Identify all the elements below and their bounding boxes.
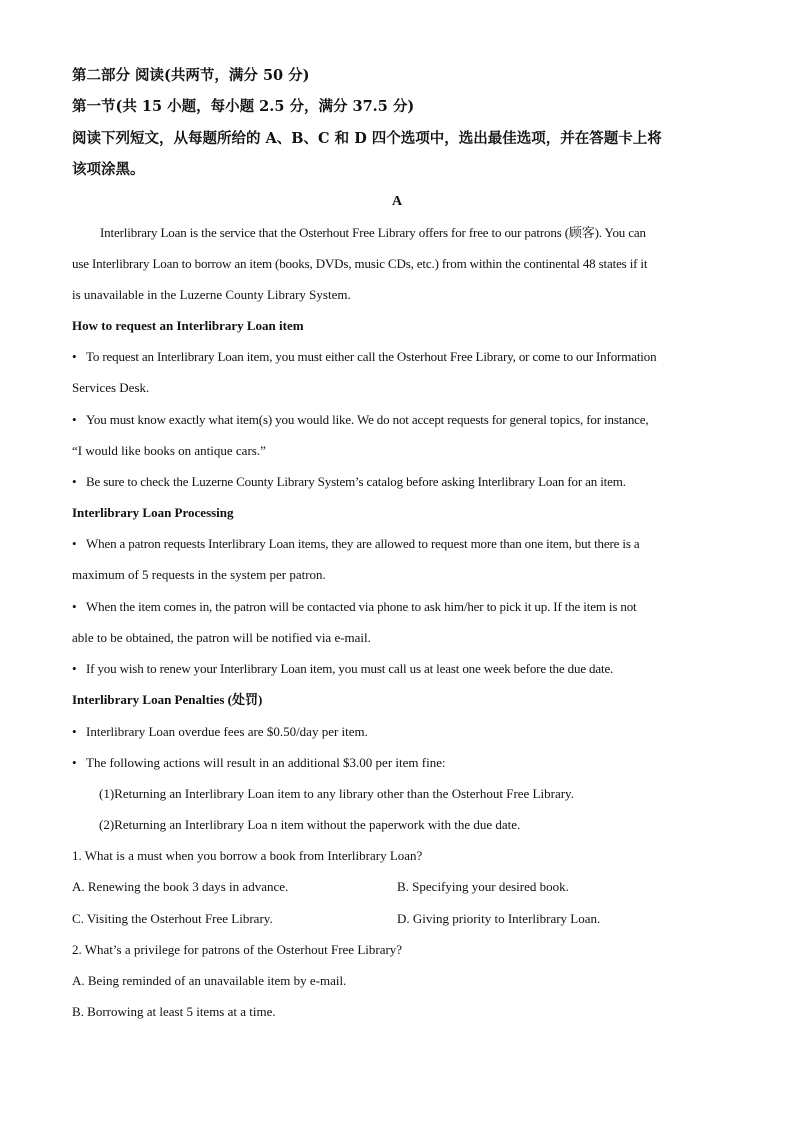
bullet-continuation: “I would like books on antique cars.” (72, 443, 266, 458)
bullet-item (72, 412, 732, 428)
penalty-sub-item-2: (2)Returning an Interlibrary Loa n item without the paperwork with the due date. (99, 817, 521, 832)
question-1-stem: 1. What is a must when you borrow a book from Interlibrary Loan? (72, 848, 423, 863)
question-1-option-c: C. Visiting the Osterhout Free Library. (72, 911, 273, 926)
bullet-icon: • (72, 755, 77, 770)
bullet-icon: • (72, 474, 77, 489)
bullet-icon: • (72, 724, 77, 739)
bullet-icon: • (72, 536, 77, 551)
question-2-option-a: A. Being reminded of an unavailable item by e-mail. (72, 973, 347, 988)
bullet-continuation: Services Desk. (72, 380, 150, 395)
bullet-text: Interlibrary Loan overdue fees are $0.50/day per item. (86, 724, 368, 739)
question-2-stem: 2. What’s a privilege for patrons of the Osterhout Free Library? (72, 942, 403, 957)
bullet-text: If you wish to renew your Interlibrary Loan item, you must call us at least one week before the due date. (86, 661, 614, 676)
section-heading-processing: Interlibrary Loan Processing (72, 505, 234, 520)
section-title: 第一节(共 15 小题，每小题 2.5 分，满分 37.5 分) (72, 98, 415, 115)
intro-line-3: is unavailable in the Luzerne County Library System. (72, 287, 351, 302)
question-1-option-b: B. Specifying your desired book. (397, 879, 569, 894)
section-heading-penalties: Interlibrary Loan Penalties (处罚) (72, 692, 263, 707)
part-title: 第二部分 阅读(共两节，满分 50 分) (72, 67, 310, 84)
bullet-text: When the item comes in, the patron will be contacted via phone to ask him/her to pick it up. If the item is not (86, 599, 637, 614)
instruction-line-2: 该项涂黑。 (72, 161, 145, 178)
bullet-item (72, 349, 732, 365)
intro-line-1: Interlibrary Loan is the service that the Osterhout Free Library offers for free to our patrons (顾客). You can (100, 225, 646, 240)
bullet-text: The following actions will result in an additional $3.00 per item fine: (86, 755, 446, 770)
bullet-icon: • (72, 599, 77, 614)
bullet-text: To request an Interlibrary Loan item, you must either call the Osterhout Free Library, or come to our Information (86, 349, 657, 364)
bullet-item (72, 536, 732, 552)
bullet-text: You must know exactly what item(s) you would like. We do not accept requests for general topics, for instance, (86, 412, 649, 427)
bullet-item (72, 599, 732, 615)
instruction-line-1: 阅读下列短文，从每题所给的 A、B、C 和 D 四个选项中，选出最佳选项，并在答题卡上将 (72, 130, 662, 147)
question-1-option-d: D. Giving priority to Interlibrary Loan. (397, 911, 601, 926)
bullet-continuation: able to be obtained, the patron will be notified via e-mail. (72, 630, 371, 645)
penalty-sub-item-1: (1)Returning an Interlibrary Loan item to any library other than the Osterhout Free Library. (99, 786, 574, 801)
bullet-continuation: maximum of 5 requests in the system per patron. (72, 567, 326, 582)
bullet-icon: • (72, 349, 77, 364)
bullet-text: When a patron requests Interlibrary Loan items, they are allowed to request more than one item, but there is a (86, 536, 640, 551)
bullet-item (72, 661, 732, 677)
bullet-item (72, 755, 732, 771)
intro-line-2: use Interlibrary Loan to borrow an item (books, DVDs, music CDs, etc.) from within the continental 48 states if it (72, 256, 648, 271)
question-2-option-b: B. Borrowing at least 5 items at a time. (72, 1004, 276, 1019)
passage-label: A (391, 194, 403, 209)
bullet-text: Be sure to check the Luzerne County Library System’s catalog before asking Interlibrary Loan for an item. (86, 474, 626, 489)
question-1-option-a: A. Renewing the book 3 days in advance. (72, 879, 289, 894)
bullet-icon: • (72, 661, 77, 676)
bullet-item (72, 474, 732, 490)
bullet-item (72, 724, 732, 740)
bullet-icon: • (72, 412, 77, 427)
section-heading-request: How to request an Interlibrary Loan item (72, 318, 304, 333)
